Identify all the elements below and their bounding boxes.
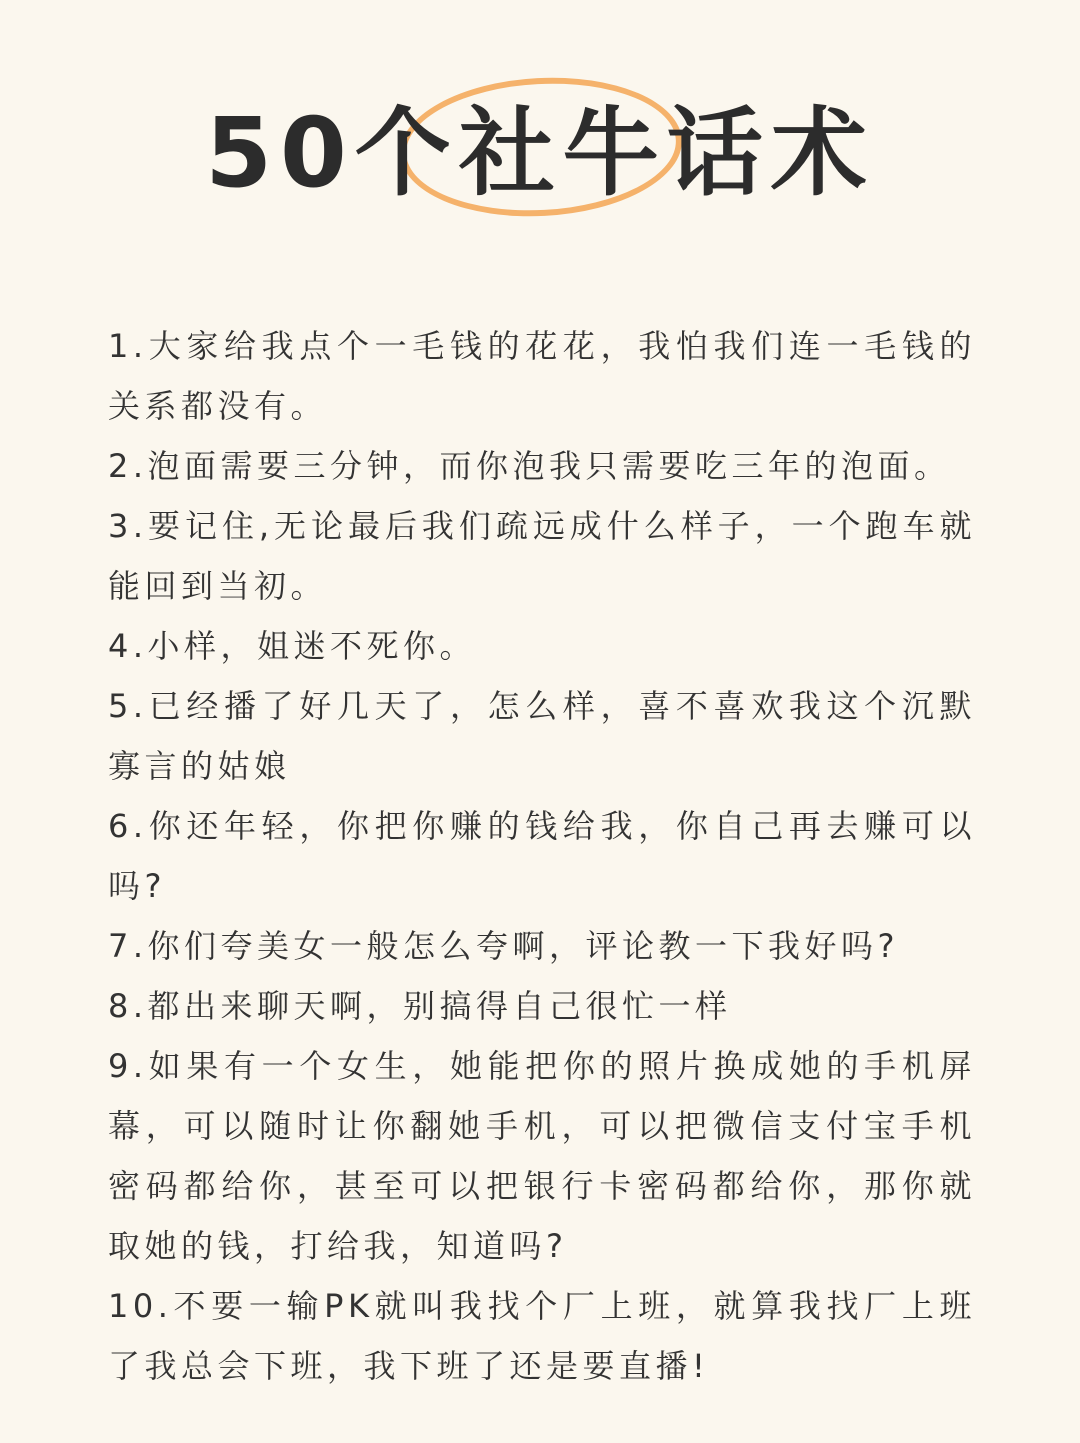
- list-item: 5.已经播了好几天了，怎么样，喜不喜欢我这个沉默寡言的姑娘: [108, 687, 976, 785]
- list-item: 4.小样，姐迷不死你。: [108, 627, 477, 665]
- list-item: 1.大家给我点个一毛钱的花花，我怕我们连一毛钱的关系都没有。: [108, 327, 976, 425]
- list-item: 6.你还年轻，你把你赚的钱给我，你自己再去赚可以吗?: [108, 807, 976, 905]
- list-item: 10.不要一输PK就叫我找个厂上班，就算我找厂上班了我总会下班，我下班了还是要直播!: [108, 1287, 976, 1385]
- list-item: 8.都出来聊天啊，别搞得自己很忙一样: [108, 987, 732, 1025]
- title-block: [0, 70, 1080, 230]
- list-item: 3.要记住,无论最后我们疏远成什么样子，一个跑车就能回到当初。: [108, 507, 976, 605]
- list-item: 9.如果有一个女生，她能把你的照片换成她的手机屏幕，可以随时让你翻她手机，可以把微信支付宝手机密码都给你，甚至可以把银行卡密码都给你，那你就取她的钱，打给我，知道吗?: [108, 1047, 976, 1265]
- page-title: 50个社牛话术: [205, 97, 875, 209]
- tips-list: [108, 316, 976, 1396]
- list-item: 7.你们夸美女一般怎么夸啊，评论教一下我好吗?: [108, 927, 900, 965]
- list-item: 2.泡面需要三分钟，而你泡我只需要吃三年的泡面。: [108, 447, 951, 485]
